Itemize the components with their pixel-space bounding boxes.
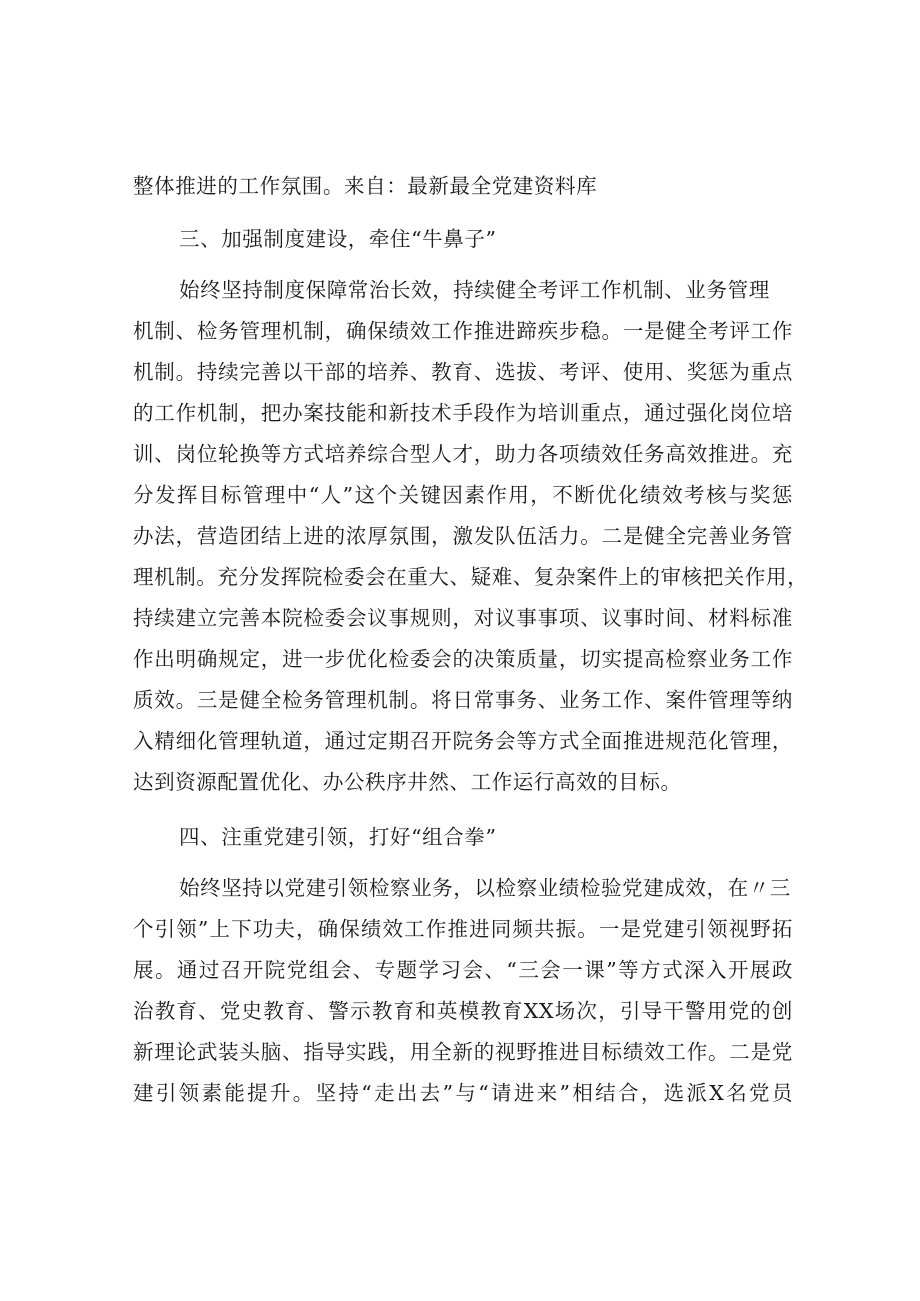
paragraph-line: 的工作机制，把办案技能和新技术手段作为培训重点，通过强化岗位培 xyxy=(133,401,793,425)
paragraph-line: 始终坚持制度保障常治长效，持续健全考评工作机制、业务管理 xyxy=(179,278,770,302)
paragraph-line: 机制。持续完善以干部的培养、教育、选拔、考评、使用、奖惩为重点 xyxy=(133,360,793,384)
paragraph-tail-line: 整体推进的工作氛围。来自：最新最全党建资料库 xyxy=(133,174,598,198)
paragraph-line: 建引领素能提升。坚持“走出去”与“请进来”相结合，选派X名党员 xyxy=(133,1081,793,1105)
paragraph-line: 治教育、党史教育、警示教育和英模教育XX场次，引导干警用党的创 xyxy=(133,999,793,1023)
paragraph-line: 作出明确规定，进一步优化检委会的决策质量，切实提高检察业务工作 xyxy=(133,647,793,671)
paragraph-line: 持续建立完善本院检委会议事规则，对议事事项、议事时间、材料标准 xyxy=(133,606,793,630)
paragraph-line: 训、岗位轮换等方式培养综合型人才，助力各项绩效任务高效推进。充 xyxy=(133,442,793,466)
section-heading-three: 三、加强制度建设，牵住“牛鼻子” xyxy=(179,227,497,251)
paragraph-line: 始终坚持以党建引领检察业务，以检察业绩检验党建成效，在〃三 xyxy=(179,876,791,900)
paragraph-line: 个引领”上下功夫，确保绩效工作推进同频共振。一是党建引领视野拓 xyxy=(133,917,793,941)
paragraph-line: 办法，营造团结上进的浓厚氛围，激发队伍活力。二是健全完善业务管 xyxy=(133,524,793,548)
paragraph-line: 机制、检务管理机制，确保绩效工作推进蹄疾步稳。一是健全考评工作 xyxy=(133,319,793,343)
section-heading-four: 四、注重党建引领，打好“组合拳” xyxy=(179,825,497,849)
paragraph-line: 新理论武装头脑、指导实践，用全新的视野推进目标绩效工作。二是党 xyxy=(133,1040,793,1064)
paragraph-line: 理机制。充分发挥院检委会在重大、疑难、复杂案件上的审核把关作用， xyxy=(133,565,809,589)
paragraph-line: 展。通过召开院党组会、专题学习会、“三会一课”等方式深入开展政 xyxy=(133,958,793,982)
paragraph-line-last: 达到资源配置优化、办公秩序井然、工作运行高效的目标。 xyxy=(133,770,682,794)
paragraph-line: 分发挥目标管理中“人”这个关键因素作用，不断优化绩效考核与奖惩 xyxy=(133,483,793,507)
paragraph-line: 质效。三是健全检务管理机制。将日常事务、业务工作、案件管理等纳 xyxy=(133,688,793,712)
paragraph-line: 入精细化管理轨道，通过定期召开院务会等方式全面推进规范化管理， xyxy=(133,729,793,753)
